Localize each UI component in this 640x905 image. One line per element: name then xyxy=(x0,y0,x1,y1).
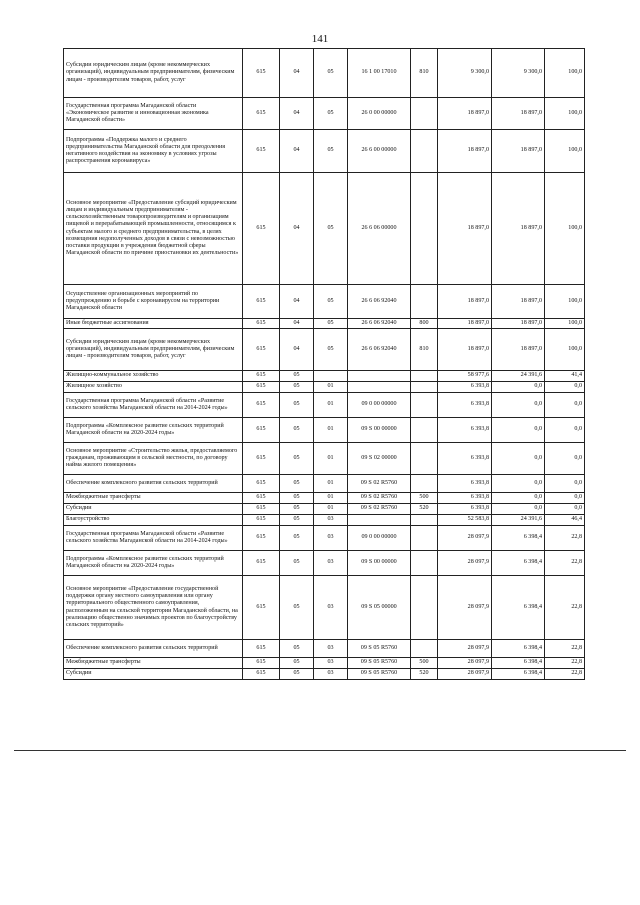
table-row xyxy=(64,551,585,576)
row-planned-amount: 28 097,9 xyxy=(438,640,492,658)
row-target-article-code: 09 S 02 R5760 xyxy=(348,493,411,504)
row-planned-amount: 28 097,9 xyxy=(438,576,492,640)
row-section-code: 04 xyxy=(280,173,314,285)
row-ved-code: 615 xyxy=(243,418,280,443)
row-planned-amount: 6 393,8 xyxy=(438,493,492,504)
row-expense-type-code xyxy=(411,173,438,285)
row-subsection-code: 05 xyxy=(314,98,348,130)
row-expense-type-code xyxy=(411,443,438,475)
row-actual-amount: 0,0 xyxy=(492,418,545,443)
row-name-cell: Жилищное хозяйство xyxy=(64,382,243,393)
row-subsection-code: 01 xyxy=(314,443,348,475)
row-execution-percent: 100,0 xyxy=(545,130,585,173)
row-name-cell: Межбюджетные трансферты xyxy=(64,658,243,669)
row-execution-percent: 100,0 xyxy=(545,173,585,285)
row-name-cell: Государственная программа Магаданской области «Развитие сельского хозяйства Магаданской области на 2014-2024 годы» xyxy=(64,526,243,551)
row-execution-percent: 46,4 xyxy=(545,515,585,526)
row-planned-amount: 6 393,8 xyxy=(438,475,492,493)
row-ved-code: 615 xyxy=(243,576,280,640)
row-subsection-code: 05 xyxy=(314,173,348,285)
row-name-cell: Субсидии xyxy=(64,504,243,515)
row-actual-amount: 24 391,6 xyxy=(492,515,545,526)
row-actual-amount: 18 897,0 xyxy=(492,173,545,285)
table-row xyxy=(64,443,585,475)
row-section-code: 05 xyxy=(280,371,314,382)
row-subsection-code xyxy=(314,371,348,382)
row-target-article-code: 09 S 02 R5760 xyxy=(348,504,411,515)
row-expense-type-code xyxy=(411,576,438,640)
row-expense-type-code xyxy=(411,418,438,443)
row-target-article-code: 26 6 06 92040 xyxy=(348,329,411,371)
row-target-article-code xyxy=(348,371,411,382)
row-subsection-code: 03 xyxy=(314,658,348,669)
row-section-code: 04 xyxy=(280,329,314,371)
row-actual-amount: 0,0 xyxy=(492,504,545,515)
row-expense-type-code xyxy=(411,640,438,658)
row-actual-amount: 18 897,0 xyxy=(492,329,545,371)
row-name-cell: Субсидии юридическим лицам (кроме некоммерческих организаций), индивидуальным предпринимателям, физическим лицам - производителям товаров, работ, услуг xyxy=(64,49,243,98)
row-subsection-code: 05 xyxy=(314,319,348,329)
table-row xyxy=(64,418,585,443)
row-expense-type-code xyxy=(411,130,438,173)
row-section-code: 04 xyxy=(280,319,314,329)
row-planned-amount: 28 097,9 xyxy=(438,551,492,576)
row-ved-code: 615 xyxy=(243,319,280,329)
row-actual-amount: 18 897,0 xyxy=(492,98,545,130)
table-body xyxy=(64,49,585,680)
row-planned-amount: 18 897,0 xyxy=(438,130,492,173)
row-target-article-code: 26 0 00 00000 xyxy=(348,98,411,130)
row-planned-amount: 6 393,8 xyxy=(438,443,492,475)
row-planned-amount: 6 393,8 xyxy=(438,382,492,393)
row-subsection-code: 03 xyxy=(314,526,348,551)
row-target-article-code: 09 S 05 R5760 xyxy=(348,640,411,658)
row-subsection-code: 05 xyxy=(314,130,348,173)
row-ved-code: 615 xyxy=(243,493,280,504)
row-section-code: 05 xyxy=(280,504,314,515)
row-section-code: 05 xyxy=(280,493,314,504)
row-expense-type-code xyxy=(411,98,438,130)
row-ved-code: 615 xyxy=(243,551,280,576)
row-subsection-code: 01 xyxy=(314,504,348,515)
row-actual-amount: 6 398,4 xyxy=(492,551,545,576)
row-target-article-code: 16 1 00 17010 xyxy=(348,49,411,98)
row-name-cell: Осуществление организационных мероприятий по предупреждению и борьбе с коронавирусом на территории Магаданской области xyxy=(64,285,243,319)
row-ved-code: 615 xyxy=(243,393,280,418)
row-planned-amount: 9 300,0 xyxy=(438,49,492,98)
row-planned-amount: 18 897,0 xyxy=(438,285,492,319)
row-section-code: 04 xyxy=(280,285,314,319)
budget-table xyxy=(63,48,585,680)
row-expense-type-code: 810 xyxy=(411,329,438,371)
row-planned-amount: 6 393,8 xyxy=(438,504,492,515)
row-target-article-code xyxy=(348,382,411,393)
row-section-code: 04 xyxy=(280,49,314,98)
row-actual-amount: 24 391,6 xyxy=(492,371,545,382)
row-name-cell: Основное мероприятие «Строительство жилья, предоставляемого гражданам, проживающим в сельской местности, по договору найма жилого помещения» xyxy=(64,443,243,475)
row-actual-amount: 6 398,4 xyxy=(492,640,545,658)
row-target-article-code: 26 6 06 00000 xyxy=(348,173,411,285)
row-actual-amount: 18 897,0 xyxy=(492,319,545,329)
row-subsection-code: 01 xyxy=(314,418,348,443)
row-planned-amount: 18 897,0 xyxy=(438,173,492,285)
row-expense-type-code: 520 xyxy=(411,504,438,515)
row-actual-amount: 6 398,4 xyxy=(492,658,545,669)
row-execution-percent: 0,0 xyxy=(545,493,585,504)
row-planned-amount: 18 897,0 xyxy=(438,98,492,130)
row-ved-code: 615 xyxy=(243,526,280,551)
row-execution-percent: 0,0 xyxy=(545,475,585,493)
row-section-code: 05 xyxy=(280,669,314,680)
row-actual-amount: 0,0 xyxy=(492,493,545,504)
row-subsection-code: 01 xyxy=(314,475,348,493)
row-expense-type-code: 520 xyxy=(411,669,438,680)
row-section-code: 05 xyxy=(280,443,314,475)
row-execution-percent: 22,8 xyxy=(545,669,585,680)
row-ved-code: 615 xyxy=(243,285,280,319)
row-name-cell: Обеспечение комплексного развития сельских территорий xyxy=(64,475,243,493)
row-actual-amount: 18 897,0 xyxy=(492,130,545,173)
row-execution-percent: 22,8 xyxy=(545,640,585,658)
row-subsection-code: 03 xyxy=(314,640,348,658)
row-planned-amount: 58 977,6 xyxy=(438,371,492,382)
row-actual-amount: 6 398,4 xyxy=(492,526,545,551)
table-row xyxy=(64,515,585,526)
row-actual-amount: 18 897,0 xyxy=(492,285,545,319)
row-name-cell: Иные бюджетные ассигнования xyxy=(64,319,243,329)
row-actual-amount: 6 398,4 xyxy=(492,669,545,680)
row-name-cell: Субсидии xyxy=(64,669,243,680)
table-row xyxy=(64,393,585,418)
row-name-cell: Основное мероприятие «Предоставление государственной поддержки органу местного самоуправления или органу территориального общественного самоуправления, расположенным на сельской территории Магаданской области, на реализацию общественно значимых проектов по благоустройству сельских территорий» xyxy=(64,576,243,640)
row-expense-type-code: 800 xyxy=(411,319,438,329)
row-target-article-code: 26 6 06 92040 xyxy=(348,285,411,319)
table-row xyxy=(64,319,585,329)
table-row xyxy=(64,371,585,382)
row-expense-type-code xyxy=(411,526,438,551)
row-name-cell: Межбюджетные трансферты xyxy=(64,493,243,504)
page-number: 141 xyxy=(311,33,329,45)
row-expense-type-code xyxy=(411,393,438,418)
table-row xyxy=(64,475,585,493)
row-ved-code: 615 xyxy=(243,98,280,130)
row-subsection-code: 01 xyxy=(314,393,348,418)
row-section-code: 05 xyxy=(280,576,314,640)
row-execution-percent: 22,8 xyxy=(545,658,585,669)
row-target-article-code: 09 S 02 00000 xyxy=(348,443,411,475)
row-ved-code: 615 xyxy=(243,371,280,382)
table-row xyxy=(64,493,585,504)
row-name-cell: Подпрограмма «Комплексное развитие сельских территорий Магаданской области на 2020-2024 годы» xyxy=(64,551,243,576)
row-subsection-code: 01 xyxy=(314,493,348,504)
row-section-code: 05 xyxy=(280,515,314,526)
row-section-code: 04 xyxy=(280,98,314,130)
row-expense-type-code xyxy=(411,285,438,319)
bottom-rule xyxy=(14,750,626,751)
row-expense-type-code xyxy=(411,515,438,526)
table-row xyxy=(64,98,585,130)
table-row xyxy=(64,640,585,658)
table-row xyxy=(64,329,585,371)
row-expense-type-code: 500 xyxy=(411,658,438,669)
row-execution-percent: 100,0 xyxy=(545,49,585,98)
row-section-code: 05 xyxy=(280,418,314,443)
row-actual-amount: 0,0 xyxy=(492,393,545,418)
table-row xyxy=(64,526,585,551)
row-subsection-code: 05 xyxy=(314,285,348,319)
row-target-article-code: 09 S 05 00000 xyxy=(348,576,411,640)
row-planned-amount: 28 097,9 xyxy=(438,669,492,680)
row-section-code: 05 xyxy=(280,640,314,658)
row-execution-percent: 0,0 xyxy=(545,382,585,393)
row-execution-percent: 100,0 xyxy=(545,98,585,130)
table-row xyxy=(64,658,585,669)
table-row xyxy=(64,130,585,173)
row-subsection-code: 05 xyxy=(314,329,348,371)
row-ved-code: 615 xyxy=(243,329,280,371)
row-ved-code: 615 xyxy=(243,669,280,680)
row-subsection-code: 05 xyxy=(314,49,348,98)
row-expense-type-code xyxy=(411,371,438,382)
row-name-cell: Благоустройство xyxy=(64,515,243,526)
row-ved-code: 615 xyxy=(243,49,280,98)
row-target-article-code: 26 6 00 00000 xyxy=(348,130,411,173)
table-row xyxy=(64,49,585,98)
row-target-article-code xyxy=(348,515,411,526)
row-execution-percent: 41,4 xyxy=(545,371,585,382)
row-section-code: 05 xyxy=(280,551,314,576)
row-ved-code: 615 xyxy=(243,640,280,658)
row-planned-amount: 28 097,9 xyxy=(438,526,492,551)
row-target-article-code: 09 S 02 R5760 xyxy=(348,475,411,493)
row-ved-code: 615 xyxy=(243,504,280,515)
row-execution-percent: 0,0 xyxy=(545,504,585,515)
row-ved-code: 615 xyxy=(243,515,280,526)
row-execution-percent: 22,8 xyxy=(545,551,585,576)
row-actual-amount: 9 300,0 xyxy=(492,49,545,98)
row-ved-code: 615 xyxy=(243,130,280,173)
row-subsection-code: 01 xyxy=(314,382,348,393)
row-ved-code: 615 xyxy=(243,443,280,475)
row-target-article-code: 09 S 00 00000 xyxy=(348,551,411,576)
row-actual-amount: 0,0 xyxy=(492,443,545,475)
row-target-article-code: 09 S 05 R5760 xyxy=(348,658,411,669)
row-execution-percent: 100,0 xyxy=(545,285,585,319)
row-execution-percent: 0,0 xyxy=(545,443,585,475)
row-target-article-code: 09 S 05 R5760 xyxy=(348,669,411,680)
row-subsection-code: 03 xyxy=(314,551,348,576)
row-actual-amount: 6 398,4 xyxy=(492,576,545,640)
row-target-article-code: 09 S 00 00000 xyxy=(348,418,411,443)
row-expense-type-code: 500 xyxy=(411,493,438,504)
row-planned-amount: 6 393,8 xyxy=(438,393,492,418)
row-section-code: 05 xyxy=(280,475,314,493)
row-section-code: 05 xyxy=(280,393,314,418)
row-target-article-code: 09 0 00 00000 xyxy=(348,393,411,418)
row-planned-amount: 28 097,9 xyxy=(438,658,492,669)
row-expense-type-code xyxy=(411,382,438,393)
row-execution-percent: 22,8 xyxy=(545,576,585,640)
row-name-cell: Подпрограмма «Поддержка малого и среднего предпринимательства Магаданской области для преодоления негативного воздействия на экономику в условиях угрозы распространения коронавируса» xyxy=(64,130,243,173)
row-execution-percent: 0,0 xyxy=(545,393,585,418)
row-name-cell: Субсидии юридическим лицам (кроме некоммерческих организаций), индивидуальным предпринимателям, физическим лицам - производителям товаров, работ, услуг xyxy=(64,329,243,371)
row-subsection-code: 03 xyxy=(314,576,348,640)
row-name-cell: Государственная программа Магаданской области «Развитие сельского хозяйства Магаданской области на 2014-2024 годы» xyxy=(64,393,243,418)
table-row xyxy=(64,669,585,680)
row-section-code: 05 xyxy=(280,526,314,551)
row-target-article-code: 09 0 00 00000 xyxy=(348,526,411,551)
row-actual-amount: 0,0 xyxy=(492,382,545,393)
row-execution-percent: 22,8 xyxy=(545,526,585,551)
row-ved-code: 615 xyxy=(243,475,280,493)
row-subsection-code: 03 xyxy=(314,515,348,526)
row-planned-amount: 18 897,0 xyxy=(438,329,492,371)
row-name-cell: Государственная программа Магаданской области «Экономическое развитие и инновационная экономика Магаданской области» xyxy=(64,98,243,130)
row-execution-percent: 100,0 xyxy=(545,319,585,329)
row-expense-type-code xyxy=(411,551,438,576)
row-ved-code: 615 xyxy=(243,173,280,285)
row-name-cell: Жилищно-коммунальное хозяйство xyxy=(64,371,243,382)
table-row xyxy=(64,382,585,393)
table-row xyxy=(64,504,585,515)
row-ved-code: 615 xyxy=(243,658,280,669)
row-ved-code: 615 xyxy=(243,382,280,393)
row-execution-percent: 100,0 xyxy=(545,329,585,371)
row-execution-percent: 0,0 xyxy=(545,418,585,443)
row-expense-type-code xyxy=(411,475,438,493)
row-name-cell: Подпрограмма «Комплексное развитие сельских территорий Магаданской области на 2020-2024 годы» xyxy=(64,418,243,443)
row-section-code: 04 xyxy=(280,130,314,173)
table-row xyxy=(64,576,585,640)
row-planned-amount: 6 393,8 xyxy=(438,418,492,443)
row-target-article-code: 26 6 06 92040 xyxy=(348,319,411,329)
row-section-code: 05 xyxy=(280,658,314,669)
row-name-cell: Обеспечение комплексного развития сельских территорий xyxy=(64,640,243,658)
row-expense-type-code: 810 xyxy=(411,49,438,98)
row-name-cell: Основное мероприятие «Предоставление субсидий юридическим лицам и индивидуальным предпринимателям - сельскохозяйственным товаропроизводителям и организациям пищевой и перерабатывающей промышленности, относящимся к субъектам малого и среднего предпринимательства, в целях возмещения недополученных доходов в связи с невозможностью поставки продукции в учреждения бюджетной сферы Магаданской области по причине приостановки их деятельности» xyxy=(64,173,243,285)
row-actual-amount: 0,0 xyxy=(492,475,545,493)
row-section-code: 05 xyxy=(280,382,314,393)
table-row xyxy=(64,285,585,319)
table-row xyxy=(64,173,585,285)
row-planned-amount: 52 583,8 xyxy=(438,515,492,526)
row-planned-amount: 18 897,0 xyxy=(438,319,492,329)
row-subsection-code: 03 xyxy=(314,669,348,680)
